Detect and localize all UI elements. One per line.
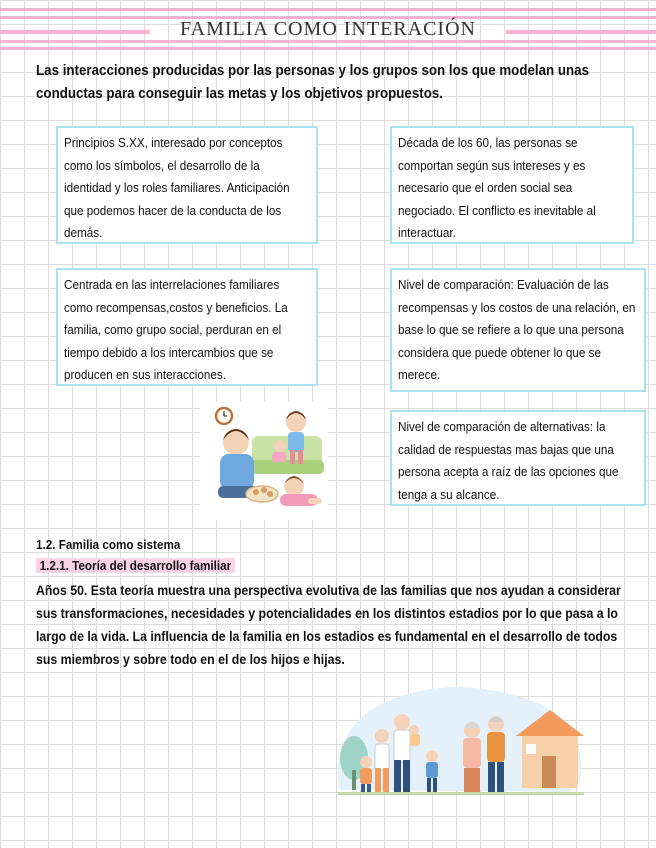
box-text: Nivel de comparación: Evaluación de las recompensas y los costos de una relación, en base lo que se refiere a lo que una persona considera que puede obtener lo que se merece. [398, 277, 636, 382]
subsection-heading-text: 1.2.1. Teoría del desarrollo familiar [36, 558, 235, 573]
info-box-conflict [390, 126, 634, 244]
box-text: Principios S.XX, interesado por conceptos como los símbolos, el desarrollo de la identidad y los roles familiares. Anticipación que podemos hacer de la conducta de los demás. [64, 135, 290, 240]
family-playing-illustration [200, 402, 328, 520]
pink-stripe [0, 47, 656, 50]
info-box-alternatives [390, 410, 646, 506]
page-title: FAMILIA COMO INTERACIÓN [180, 18, 476, 40]
theory-paragraph: Años 50. Esta teoría muestra una perspectiva evolutiva de las familias que nos ayudan a considerar sus transformaciones, necesidades y potencialidades en los distintos estadios por lo que pasa a lo largo de la vida. La influencia de la familia en los estadios es fundamental en el desarrollo de todos sus miembros y sobre todo en el de los hijos e hijas. [36, 582, 621, 667]
pink-stripe [0, 8, 656, 11]
intro-paragraph: Las interacciones producidas por las personas y los grupos son los que modelan unas conductas para conseguir las metas y los objetivos propuestos. [36, 63, 590, 102]
box-text: Centrada en las interrelaciones familiares como recompensas,costos y beneficios. La familia, como grupo social, perduran en el tiempo debido a los intercambios que se producen en sus interacciones. [64, 277, 288, 382]
box-text: Nivel de comparación de alternativas: la calidad de respuestas mas bajas que una persona acepta a raíz de las opciones que tenga a su alcance. [398, 419, 619, 502]
family-generations-illustration [330, 680, 588, 804]
subsection-heading [36, 558, 235, 573]
section-heading: 1.2. Familia como sistema [36, 537, 181, 552]
info-box-symbolic [56, 126, 318, 244]
info-box-exchange [56, 268, 318, 386]
box-text: Década de los 60, las personas se comportan según sus intereses y es necesario que el orden social sea negociado. El conflicto es inevitable al interactuar. [398, 135, 596, 240]
info-box-comparison-level [390, 268, 646, 392]
